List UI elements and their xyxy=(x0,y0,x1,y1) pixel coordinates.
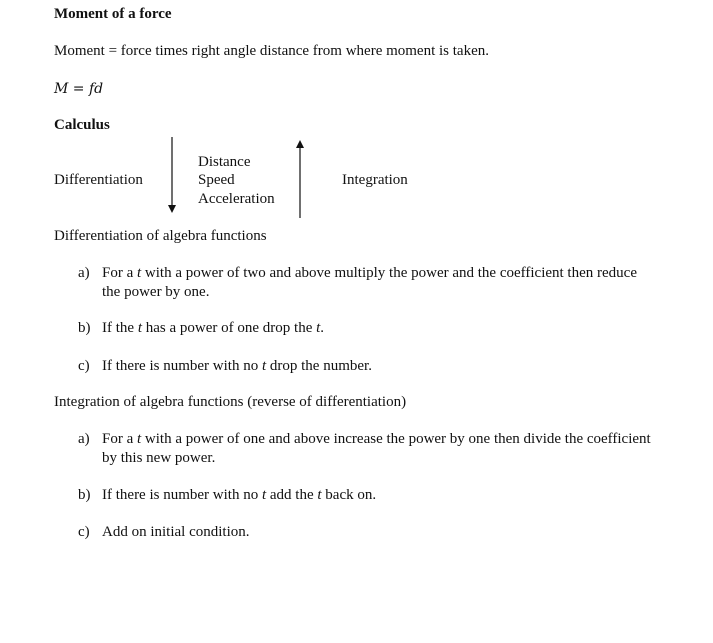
list-item-text: Add on initial condition. xyxy=(102,524,250,540)
differentiation-heading: Differentiation of algebra functions xyxy=(54,228,267,244)
moment-heading: Moment of a force xyxy=(54,6,172,22)
list-item-text: For a t with a power of two and above multiply the power and the coefficient then reduce the power by one. xyxy=(102,265,637,300)
down-arrow-icon xyxy=(165,137,179,215)
list-marker: a) xyxy=(78,431,90,447)
moment-formula: M = fd xyxy=(54,81,104,97)
calculus-heading: Calculus xyxy=(54,117,110,133)
differentiation-label: Differentiation xyxy=(54,172,143,188)
list-item-text: If the t has a power of one drop the t. xyxy=(102,320,325,336)
up-arrow-icon xyxy=(293,139,307,219)
list-marker: c) xyxy=(78,524,90,540)
list-marker: c) xyxy=(78,358,90,374)
list-item-text: For a t with a power of one and above increase the power by one then divide the coefficient by this new power. xyxy=(102,431,651,466)
moment-definition: Moment = force times right angle distance from where moment is taken. xyxy=(54,43,489,59)
list-marker: a) xyxy=(78,265,90,281)
quantity-speed: Speed xyxy=(198,172,235,188)
quantity-acceleration: Acceleration xyxy=(198,191,275,207)
list-marker: b) xyxy=(78,487,91,503)
list-item-text: If there is number with no t drop the number. xyxy=(102,358,372,374)
list-marker: b) xyxy=(78,320,91,336)
quantity-distance: Distance xyxy=(198,154,251,170)
integration-label: Integration xyxy=(342,172,408,188)
list-item-text: If there is number with no t add the t back on. xyxy=(102,487,377,503)
integration-heading: Integration of algebra functions (reverse of differentiation) xyxy=(54,394,407,410)
